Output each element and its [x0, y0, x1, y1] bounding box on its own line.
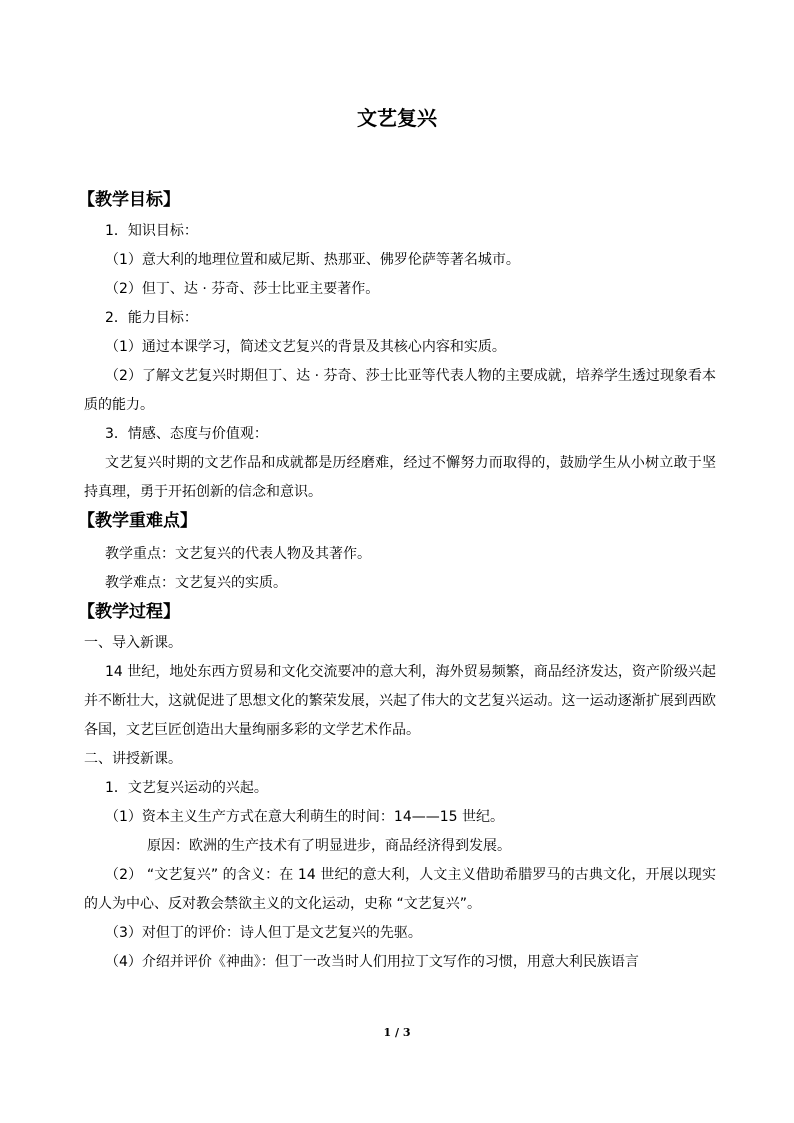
difficult-point: 教学难点：文艺复兴的实质。: [105, 575, 287, 591]
objective-knowledge-item: （2）但丁、达 · 芬奇、莎士比亚主要著作。: [105, 281, 380, 297]
process-intro-text: 14 世纪，地处东西方贸易和文化交流要冲的意大利，海外贸易频繁，商品经济发达，资产阶级兴起并不断壮大，这就促进了思想文化的繁荣发展，兴起了伟大的文艺复兴运动。这一运动逐渐扩展到西欧各国，文艺巨匠创造出大量绚丽多彩的文学艺术作品。: [84, 664, 716, 738]
objective-ability-item: （2）了解文艺复兴时期但丁、达 · 芬奇、莎士比亚等代表人物的主要成就，培养学生透过现象看本质的能力。: [84, 368, 716, 413]
section-heading-process: 【教学过程】: [78, 602, 180, 622]
page-number: 1 / 3: [383, 1026, 411, 1039]
objective-knowledge: 1．知识目标：: [105, 223, 198, 239]
objective-knowledge-item: （1）意大利的地理位置和威尼斯、热那亚、佛罗伦萨等著名城市。: [105, 252, 520, 268]
key-point: 教学重点：文艺复兴的代表人物及其著作。: [105, 546, 371, 562]
process-item: （3）对但丁的评价：诗人但丁是文艺复兴的先驱。: [105, 925, 422, 941]
section-heading-key-points: 【教学重难点】: [78, 511, 197, 531]
objective-ability: 2．能力目标：: [105, 310, 198, 326]
objective-ability-item: （1）通过本课学习，简述文艺复兴的背景及其核心内容和实质。: [105, 339, 506, 355]
section-heading-objectives: 【教学目标】: [78, 190, 180, 210]
process-item: （1）资本主义生产方式在意大利萌生的时间：14——15 世纪。: [105, 809, 504, 825]
process-item-reason: 原因：欧洲的生产技术有了明显进步，商品经济得到发展。: [147, 838, 511, 854]
process-step-intro: 一、导入新课。: [84, 635, 182, 651]
document-title: 文艺复兴: [357, 106, 437, 130]
process-item: （2） “文艺复兴” 的含义：在 14 世纪的意大利，人文主义借助希腊罗马的古典文化，开展以现实的人为中心、反对教会禁欲主义的文化运动，史称 “文艺复兴”。: [84, 867, 716, 912]
objective-emotion-text: 文艺复兴时期的文艺作品和成就都是历经磨难，经过不懈努力而取得的，鼓励学生从小树立敢于坚持真理，勇于开拓创新的信念和意识。: [84, 455, 716, 500]
process-step-new: 二、讲授新课。: [84, 751, 182, 767]
document-body: [78, 186, 716, 977]
process-subtopic: 1．文艺复兴运动的兴起。: [105, 780, 268, 796]
process-item: （4）介绍并评价《神曲》：但丁一改当时人们用拉丁文写作的习惯，用意大利民族语言: [105, 954, 639, 970]
objective-emotion: 3．情感、态度与价值观：: [105, 426, 268, 442]
